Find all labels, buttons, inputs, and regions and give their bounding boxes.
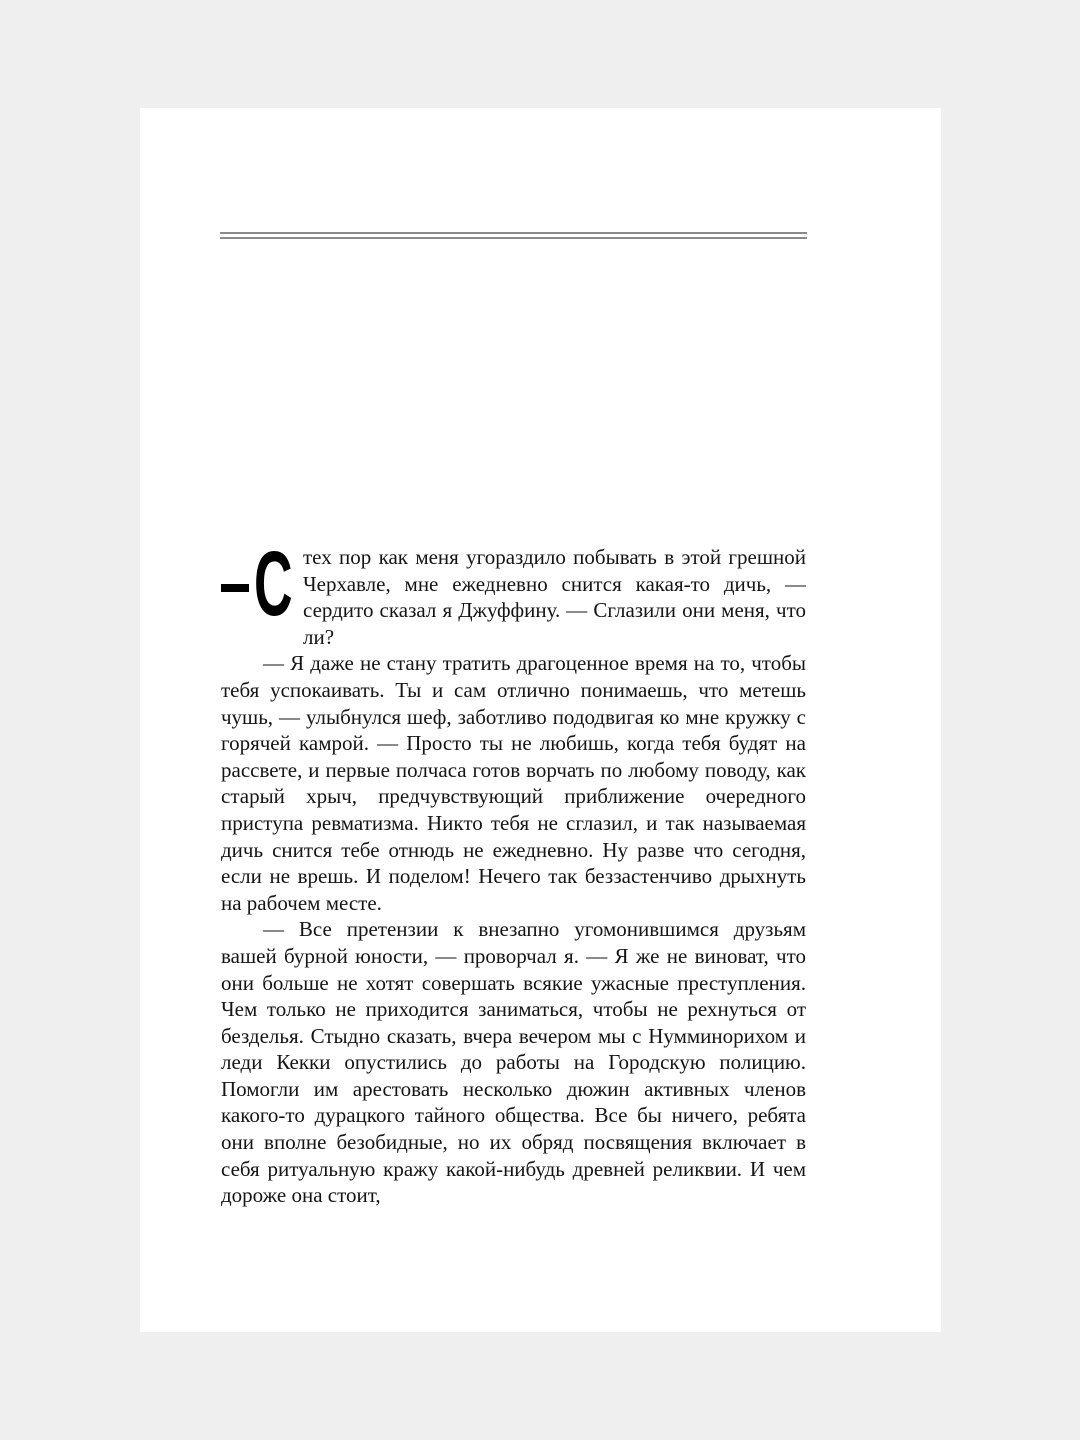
header-rule-top: [220, 232, 807, 234]
header-rule-bottom: [220, 237, 807, 239]
paragraph-1: [221, 533, 806, 650]
book-page: [140, 108, 941, 1332]
chapter-text: [221, 533, 806, 1209]
drop-cap-dash: [221, 584, 249, 592]
paragraph-3: — Все претензии к внезапно угомонившимся друзьям вашей бурной юности, — проворчал я. — Я же не виноват, что они больше не хотят совершать всякие ужасные преступления. Чем только не приходится заниматься, чтобы не рехнуться от безделья. Стыдно сказать, вчера вечером мы с Нумминорихом и леди Кекки опустились до работы на Городскую полицию. Помогли им арестовать несколько дюжин активных членов какого-то дурацкого тайного общества. Все бы ничего, ребята они вполне безобидные, но их обряд посвящения включает в себя ритуальную кражу какой-нибудь древней реликвии. И чем дороже она стоит,: [221, 917, 806, 1208]
drop-cap-letter: С: [254, 533, 293, 635]
paragraph-1-text: тех пор как меня угораздило побывать в этой грешной Черхавле, мне ежедневно снится какая-то дичь, — сердито сказал я Джуффину. — Сглазили они меня, что ли?: [303, 545, 806, 649]
drop-cap: [221, 533, 295, 635]
paragraph-2: — Я даже не стану тратить драгоценное время на то, чтобы тебя успокаивать. Ты и сам отлично понимаешь, что метешь чушь, — улыбнулся шеф, заботливо пододвигая ко мне кружку с горячей камрой. — Просто ты не любишь, когда тебя будят на рассвете, и первые полчаса готов ворчать по любому поводу, как старый хрыч, предчувствующий приближение очередного приступа ревматизма. Никто тебя не сглазил, и так называемая дичь снится тебе отнюдь не ежедневно. Ну разве что сегодня, если не врешь. И поделом! Нечего так беззастенчиво дрыхнуть на рабочем месте.: [221, 651, 806, 915]
